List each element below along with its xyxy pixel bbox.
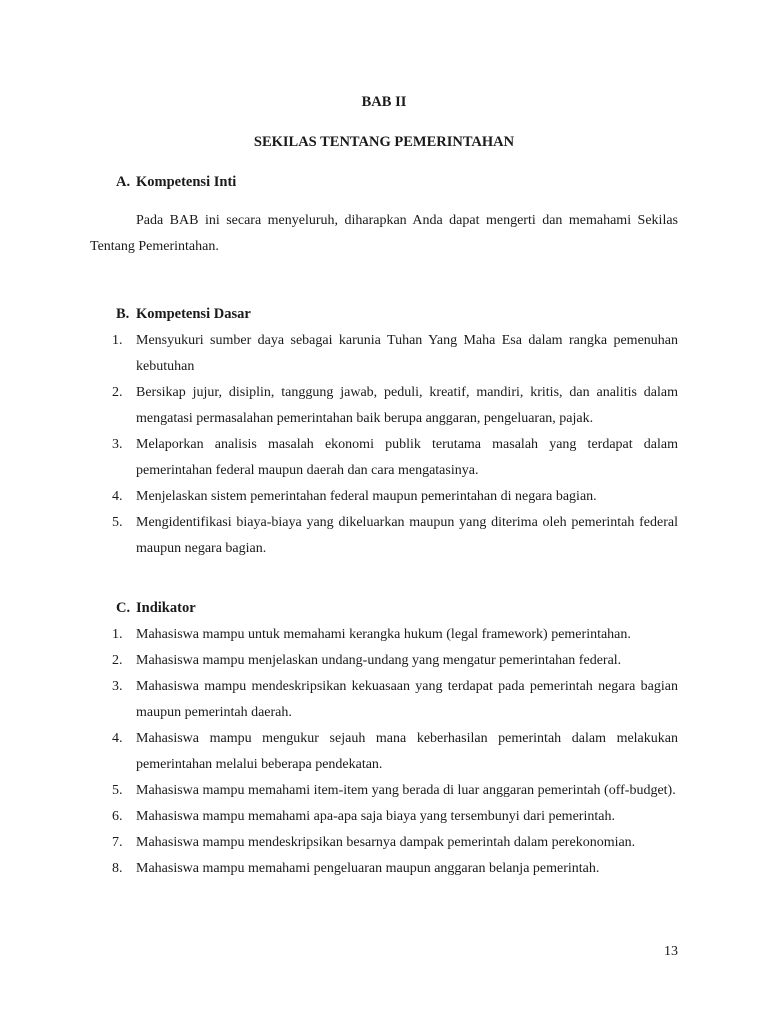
section-b-title: Kompetensi Dasar: [136, 306, 251, 322]
list-item-text: Menjelaskan sistem pemerintahan federal maupun pemerintahan di negara bagian.: [136, 489, 597, 504]
list-item-text: Mahasiswa mampu menjelaskan undang-undang yang mengatur pemerintahan federal.: [136, 653, 622, 668]
list-item: [110, 674, 678, 726]
section-a-letter: A.: [116, 174, 131, 190]
section-a-paragraph: Pada BAB ini secara menyeluruh, diharapkan Anda dapat mengerti dan memahami Sekilas Tentang Pemerintahan.: [90, 213, 678, 254]
section-b-heading: [116, 306, 251, 323]
list-item-text: Mahasiswa mampu untuk memahami kerangka hukum (legal framework) pemerintahan.: [136, 627, 631, 642]
list-item: [110, 328, 678, 380]
section-c-title: Indikator: [136, 600, 196, 616]
list-item-text: Mahasiswa mampu memahami item-item yang berada di luar anggaran pemerintah (off-budget).: [136, 783, 676, 798]
list-item-number: 3.: [112, 679, 123, 694]
indicator-list: [110, 622, 678, 882]
list-item-text: Bersikap jujur, disiplin, tanggung jawab, peduli, kreatif, mandiri, kritis, dan analitis dalam mengatasi permasalahan pemerintahan baik berupa anggaran, pengeluaran, pajak.: [136, 385, 678, 426]
list-item-number: 7.: [112, 835, 123, 850]
list-item: [110, 856, 678, 882]
list-item-number: 6.: [112, 809, 123, 824]
chapter-label: BAB II: [361, 94, 407, 110]
section-c-heading: [116, 600, 196, 617]
list-item-number: 8.: [112, 861, 123, 876]
list-item: [110, 484, 678, 510]
list-item: [110, 622, 678, 648]
section-c-letter: C.: [116, 600, 131, 616]
page-number: 13: [664, 944, 678, 959]
list-item-number: 1.: [112, 333, 123, 348]
list-item-text: Mahasiswa mampu mendeskripsikan kekuasaan yang terdapat pada pemerintah negara bagian maupun pemerintah daerah.: [136, 679, 678, 720]
list-item-number: 5.: [112, 783, 123, 798]
section-b-letter: B.: [116, 306, 130, 322]
list-item: [110, 648, 678, 674]
list-item-number: 5.: [112, 515, 123, 530]
list-item-number: 1.: [112, 627, 123, 642]
list-item-number: 2.: [112, 653, 123, 668]
list-item: [110, 510, 678, 562]
list-item: [110, 432, 678, 484]
list-item: [110, 804, 678, 830]
list-item: [110, 830, 678, 856]
list-item-text: Mahasiswa mampu memahami pengeluaran maupun anggaran belanja pemerintah.: [136, 861, 600, 876]
list-item-number: 3.: [112, 437, 123, 452]
list-item: [110, 726, 678, 778]
list-item-text: Mahasiswa mampu memahami apa-apa saja biaya yang tersembunyi dari pemerintah.: [136, 809, 615, 824]
list-item-number: 4.: [112, 489, 123, 504]
chapter-title: SEKILAS TENTANG PEMERINTAHAN: [253, 134, 515, 150]
list-item-text: Mengidentifikasi biaya-biaya yang dikeluarkan maupun yang diterima oleh pemerintah federal maupun negara bagian.: [136, 515, 678, 556]
section-a-heading: [116, 174, 236, 191]
list-item: [110, 778, 678, 804]
list-item-number: 2.: [112, 385, 123, 400]
list-item-text: Mahasiswa mampu mendeskripsikan besarnya dampak pemerintah dalam perekonomian.: [136, 835, 636, 850]
list-item-text: Mensyukuri sumber daya sebagai karunia Tuhan Yang Maha Esa dalam rangka pemenuhan kebutuhan: [136, 333, 678, 374]
list-item-text: Mahasiswa mampu mengukur sejauh mana keberhasilan pemerintah dalam melakukan pemerintahan melalui beberapa pendekatan.: [136, 731, 678, 772]
competency-list: [110, 328, 678, 562]
list-item-number: 4.: [112, 731, 123, 746]
section-a-title: Kompetensi Inti: [136, 174, 237, 190]
list-item-text: Melaporkan analisis masalah ekonomi publik terutama masalah yang terdapat dalam pemerintahan federal maupun daerah dan cara mengatasinya.: [136, 437, 678, 478]
list-item: [110, 380, 678, 432]
